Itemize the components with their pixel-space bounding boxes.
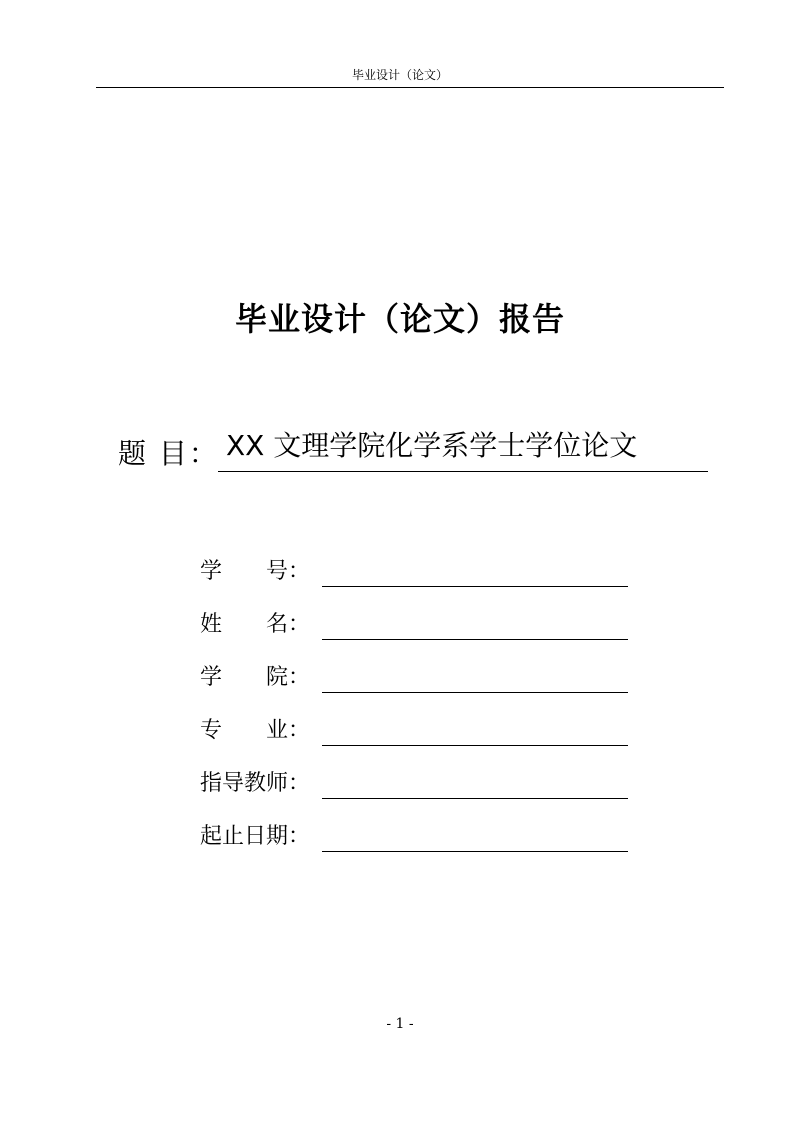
field-label: 专 业： [200, 718, 311, 743]
field-label: 学 号： [200, 559, 311, 584]
field-name [200, 607, 630, 647]
field-college [200, 660, 630, 700]
field-underline[interactable] [322, 745, 628, 746]
field-advisor [200, 766, 630, 806]
field-underline[interactable] [322, 851, 628, 852]
page-header: 毕业设计（论文） [351, 68, 448, 82]
field-underline[interactable] [322, 798, 628, 799]
subject-value: XX 文理学院化学系学士学位论文 [226, 429, 638, 462]
subject-underline [218, 471, 708, 472]
field-label: 指导教师： [200, 771, 311, 796]
header-rule [96, 87, 724, 88]
field-major [200, 713, 630, 753]
field-underline[interactable] [322, 692, 628, 693]
report-title: 毕业设计（论文）报告 [234, 300, 565, 338]
field-student-id [200, 554, 630, 594]
page-number: - 1 - [386, 1016, 414, 1032]
field-underline[interactable] [322, 639, 628, 640]
field-label: 起止日期： [200, 824, 311, 849]
field-label: 姓 名： [200, 612, 311, 637]
field-underline[interactable] [322, 586, 628, 587]
field-label: 学 院： [200, 665, 311, 690]
field-date-range [200, 819, 630, 859]
subject-label: 题 目： [118, 437, 219, 470]
